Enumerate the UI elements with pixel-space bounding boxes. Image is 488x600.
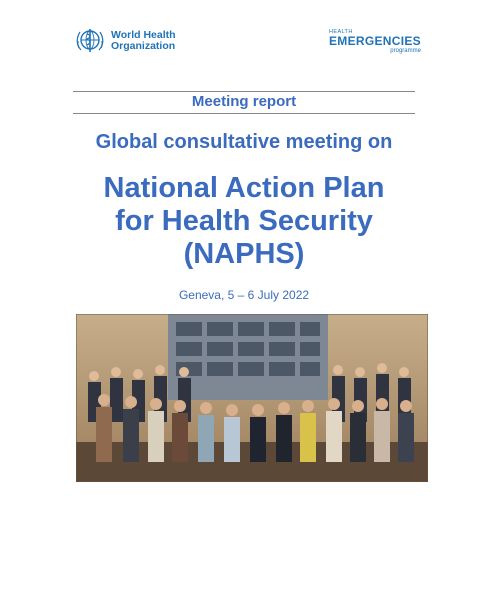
- he-logo-top: HEALTH: [329, 29, 353, 35]
- document-lead: Global consultative meeting on: [95, 131, 393, 153]
- title-line-3: (NAPHS): [183, 238, 305, 270]
- title-line-2: for Health Security: [115, 205, 373, 237]
- bottom-rule: [73, 113, 415, 114]
- top-rule: [73, 91, 415, 92]
- who-name-line1: World Health: [111, 29, 176, 41]
- group-photo: [76, 314, 428, 482]
- who-name-line2: Organization: [111, 40, 176, 52]
- title-line-1: National Action Plan: [103, 172, 385, 204]
- group-photo-illustration: [76, 314, 428, 482]
- who-emblem-icon: [73, 26, 107, 56]
- meeting-date-location: Geneva, 5 – 6 July 2022: [178, 288, 310, 302]
- health-emergencies-logo: [329, 29, 421, 55]
- document-title: [40, 172, 448, 271]
- who-logo: [73, 26, 176, 56]
- he-logo-bottom: programme: [390, 48, 421, 54]
- he-logo-main: EMERGENCIES: [329, 34, 421, 48]
- document-type-label: Meeting report: [191, 93, 297, 110]
